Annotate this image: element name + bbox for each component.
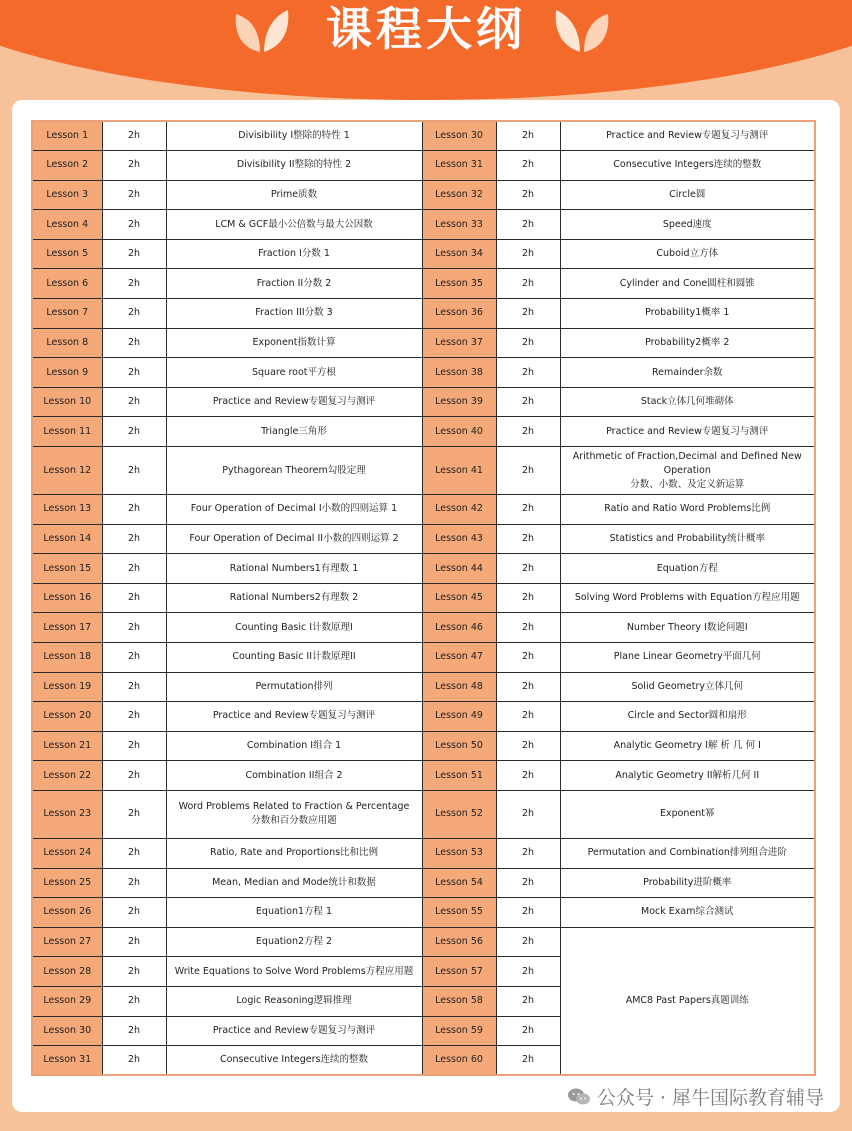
duration-cell: 2h <box>102 838 166 868</box>
topic-cell: Solid Geometry立体几何 <box>560 672 815 702</box>
table-row <box>32 358 815 388</box>
merged-topic-cell: AMC8 Past Papers真题训练 <box>560 927 815 1075</box>
duration-cell: 2h <box>102 447 166 495</box>
table-row <box>32 180 815 210</box>
topic-cell: Probability2概率 2 <box>560 328 815 358</box>
page-title: 课程大纲 <box>326 2 526 56</box>
lesson-number-cell: Lesson 46 <box>422 613 496 643</box>
duration-cell: 2h <box>102 731 166 761</box>
table-row <box>32 702 815 732</box>
topic-cell: Probability进阶概率 <box>560 868 815 898</box>
topic-cell: Combination I组合 1 <box>166 731 422 761</box>
duration-cell: 2h <box>102 524 166 554</box>
table-row <box>32 417 815 447</box>
topic-cell: Equation2方程 2 <box>166 927 422 957</box>
table-row <box>32 269 815 299</box>
table-row <box>32 583 815 613</box>
topic-cell: Mean, Median and Mode统计和数据 <box>166 868 422 898</box>
topic-cell: Practice and Review专题复习与测评 <box>166 1016 422 1046</box>
lesson-number-cell: Lesson 1 <box>32 121 102 151</box>
table-row <box>32 927 815 957</box>
duration-cell: 2h <box>102 387 166 417</box>
lesson-number-cell: Lesson 36 <box>422 299 496 329</box>
duration-cell: 2h <box>496 239 560 269</box>
topic-cell: Counting Basic II计数原理II <box>166 643 422 673</box>
duration-cell: 2h <box>496 495 560 525</box>
table-row <box>32 239 815 269</box>
leaf-icon <box>554 4 614 56</box>
lesson-number-cell: Lesson 12 <box>32 447 102 495</box>
table-row <box>32 554 815 584</box>
duration-cell: 2h <box>496 898 560 928</box>
lesson-number-cell: Lesson 53 <box>422 838 496 868</box>
topic-cell <box>166 790 422 838</box>
lesson-number-cell: Lesson 9 <box>32 358 102 388</box>
lesson-number-cell: Lesson 14 <box>32 524 102 554</box>
lesson-number-cell: Lesson 40 <box>422 417 496 447</box>
footer-watermark <box>567 1083 824 1110</box>
duration-cell: 2h <box>102 299 166 329</box>
lesson-number-cell: Lesson 37 <box>422 328 496 358</box>
topic-cell: Permutation and Combination排列组合进阶 <box>560 838 815 868</box>
topic-cell: Cuboid立方体 <box>560 239 815 269</box>
lesson-number-cell: Lesson 21 <box>32 731 102 761</box>
lesson-number-cell: Lesson 55 <box>422 898 496 928</box>
topic-cell: Circle and Sector圆和扇形 <box>560 702 815 732</box>
topic-cell: Counting Basic I计数原理I <box>166 613 422 643</box>
lesson-number-cell: Lesson 50 <box>422 731 496 761</box>
topic-cell: Circle圆 <box>560 180 815 210</box>
topic-cell: Cylinder and Cone圆柱和圆锥 <box>560 269 815 299</box>
lesson-number-cell: Lesson 60 <box>422 1046 496 1076</box>
duration-cell: 2h <box>102 1046 166 1076</box>
duration-cell: 2h <box>496 554 560 584</box>
lesson-number-cell: Lesson 41 <box>422 447 496 495</box>
table-row <box>32 328 815 358</box>
topic-cell: Practice and Review专题复习与测评 <box>560 121 815 151</box>
topic-cell: Analytic Geometry II解析几何 II <box>560 761 815 791</box>
topic-cell: Speed速度 <box>560 210 815 240</box>
lesson-number-cell: Lesson 39 <box>422 387 496 417</box>
topic-cell: Statistics and Probability统计概率 <box>560 524 815 554</box>
duration-cell: 2h <box>102 672 166 702</box>
lesson-number-cell: Lesson 30 <box>32 1016 102 1046</box>
duration-cell: 2h <box>496 210 560 240</box>
table-row <box>32 121 815 151</box>
lesson-number-cell: Lesson 29 <box>32 986 102 1016</box>
lesson-number-cell: Lesson 56 <box>422 927 496 957</box>
topic-line: Word Problems Related to Fraction & Percentage <box>178 801 410 813</box>
table-row <box>32 643 815 673</box>
course-outline-table <box>31 120 816 1076</box>
duration-cell: 2h <box>102 269 166 299</box>
duration-cell: 2h <box>102 358 166 388</box>
topic-cell: Permutation排列 <box>166 672 422 702</box>
duration-cell: 2h <box>496 672 560 702</box>
lesson-number-cell: Lesson 4 <box>32 210 102 240</box>
topic-cell: Exponent幂 <box>560 790 815 838</box>
topic-cell: Triangle三角形 <box>166 417 422 447</box>
duration-cell: 2h <box>496 328 560 358</box>
duration-cell: 2h <box>496 957 560 987</box>
duration-cell: 2h <box>496 447 560 495</box>
topic-cell: Write Equations to Solve Word Problems方程应用题 <box>166 957 422 987</box>
topic-cell: Rational Numbers1有理数 1 <box>166 554 422 584</box>
topic-line-cn: 分数和百分数应用题 <box>251 815 337 827</box>
duration-cell: 2h <box>102 180 166 210</box>
topic-line: Arithmetic of Fraction,Decimal and Defined New Operation <box>572 450 802 476</box>
lesson-number-cell: Lesson 27 <box>32 927 102 957</box>
duration-cell: 2h <box>496 151 560 181</box>
duration-cell: 2h <box>102 1016 166 1046</box>
table-row <box>32 387 815 417</box>
wechat-icon <box>567 1087 591 1107</box>
duration-cell: 2h <box>496 387 560 417</box>
lesson-number-cell: Lesson 32 <box>422 180 496 210</box>
topic-cell: Remainder余数 <box>560 358 815 388</box>
lesson-number-cell: Lesson 19 <box>32 672 102 702</box>
topic-cell: Prime质数 <box>166 180 422 210</box>
topic-cell: LCM & GCF最小公倍数与最大公因数 <box>166 210 422 240</box>
duration-cell: 2h <box>496 702 560 732</box>
lesson-number-cell: Lesson 43 <box>422 524 496 554</box>
lesson-number-cell: Lesson 24 <box>32 838 102 868</box>
lesson-number-cell: Lesson 5 <box>32 239 102 269</box>
lesson-number-cell: Lesson 38 <box>422 358 496 388</box>
topic-cell: Mock Exam综合测试 <box>560 898 815 928</box>
lesson-number-cell: Lesson 33 <box>422 210 496 240</box>
topic-cell: Solving Word Problems with Equation方程应用题 <box>560 583 815 613</box>
topic-cell: Equation1方程 1 <box>166 898 422 928</box>
table-row <box>32 761 815 791</box>
duration-cell: 2h <box>102 151 166 181</box>
table-row <box>32 447 815 495</box>
topic-cell: Four Operation of Decimal I小数的四则运算 1 <box>166 495 422 525</box>
topic-cell: Stack立体几何堆砌体 <box>560 387 815 417</box>
duration-cell: 2h <box>102 328 166 358</box>
lesson-number-cell: Lesson 45 <box>422 583 496 613</box>
duration-cell: 2h <box>102 583 166 613</box>
topic-cell <box>560 447 815 495</box>
lesson-number-cell: Lesson 18 <box>32 643 102 673</box>
lesson-number-cell: Lesson 58 <box>422 986 496 1016</box>
topic-cell: Combination II组合 2 <box>166 761 422 791</box>
lesson-number-cell: Lesson 51 <box>422 761 496 791</box>
topic-cell: Equation方程 <box>560 554 815 584</box>
topic-cell: Fraction III分数 3 <box>166 299 422 329</box>
topic-cell: Logic Reasoning逻辑推理 <box>166 986 422 1016</box>
duration-cell: 2h <box>102 927 166 957</box>
lesson-number-cell: Lesson 16 <box>32 583 102 613</box>
lesson-number-cell: Lesson 59 <box>422 1016 496 1046</box>
lesson-number-cell: Lesson 44 <box>422 554 496 584</box>
table-row <box>32 790 815 838</box>
topic-cell: Practice and Review专题复习与测评 <box>166 702 422 732</box>
duration-cell: 2h <box>496 643 560 673</box>
table-row <box>32 524 815 554</box>
lesson-number-cell: Lesson 6 <box>32 269 102 299</box>
duration-cell: 2h <box>496 1016 560 1046</box>
duration-cell: 2h <box>496 180 560 210</box>
duration-cell: 2h <box>496 731 560 761</box>
duration-cell: 2h <box>102 554 166 584</box>
topic-cell: Pythagorean Theorem勾股定理 <box>166 447 422 495</box>
lesson-number-cell: Lesson 20 <box>32 702 102 732</box>
topic-cell: Divisibility II整除的特性 2 <box>166 151 422 181</box>
footer-text: 公众号 · 犀牛国际教育辅导 <box>596 1087 824 1109</box>
topic-cell: Fraction I分数 1 <box>166 239 422 269</box>
topic-cell: Consecutive Integers连续的整数 <box>560 151 815 181</box>
topic-cell: Rational Numbers2有理数 2 <box>166 583 422 613</box>
table-row <box>32 731 815 761</box>
lesson-number-cell: Lesson 7 <box>32 299 102 329</box>
duration-cell: 2h <box>102 957 166 987</box>
lesson-number-cell: Lesson 26 <box>32 898 102 928</box>
lesson-number-cell: Lesson 23 <box>32 790 102 838</box>
lesson-number-cell: Lesson 35 <box>422 269 496 299</box>
topic-cell: Ratio and Ratio Word Problems比例 <box>560 495 815 525</box>
duration-cell: 2h <box>102 761 166 791</box>
duration-cell: 2h <box>496 121 560 151</box>
duration-cell: 2h <box>496 790 560 838</box>
lesson-number-cell: Lesson 25 <box>32 868 102 898</box>
table-row <box>32 838 815 868</box>
lesson-number-cell: Lesson 31 <box>422 151 496 181</box>
lesson-number-cell: Lesson 49 <box>422 702 496 732</box>
lesson-number-cell: Lesson 10 <box>32 387 102 417</box>
duration-cell: 2h <box>102 643 166 673</box>
topic-cell: Exponent指数计算 <box>166 328 422 358</box>
lesson-number-cell: Lesson 54 <box>422 868 496 898</box>
duration-cell: 2h <box>496 613 560 643</box>
lesson-number-cell: Lesson 34 <box>422 239 496 269</box>
topic-cell: Practice and Review专题复习与测评 <box>166 387 422 417</box>
duration-cell: 2h <box>102 210 166 240</box>
topic-cell: Four Operation of Decimal II小数的四则运算 2 <box>166 524 422 554</box>
lesson-number-cell: Lesson 30 <box>422 121 496 151</box>
lesson-number-cell: Lesson 42 <box>422 495 496 525</box>
duration-cell: 2h <box>102 239 166 269</box>
topic-cell: Consecutive Integers连续的整数 <box>166 1046 422 1076</box>
lesson-number-cell: Lesson 13 <box>32 495 102 525</box>
lesson-number-cell: Lesson 48 <box>422 672 496 702</box>
topic-cell: Analytic Geometry I解 析 几 何 I <box>560 731 815 761</box>
duration-cell: 2h <box>496 299 560 329</box>
duration-cell: 2h <box>102 986 166 1016</box>
duration-cell: 2h <box>102 898 166 928</box>
duration-cell: 2h <box>496 269 560 299</box>
table-row <box>32 151 815 181</box>
lesson-number-cell: Lesson 8 <box>32 328 102 358</box>
topic-cell: Number Theory I数论问题I <box>560 613 815 643</box>
duration-cell: 2h <box>102 121 166 151</box>
table-row <box>32 868 815 898</box>
duration-cell: 2h <box>102 790 166 838</box>
table-row <box>32 495 815 525</box>
topic-cell: Practice and Review专题复习与测评 <box>560 417 815 447</box>
topic-line-cn: 分数、小数、及定义新运算 <box>630 478 745 490</box>
topic-cell: Probability1概率 1 <box>560 299 815 329</box>
duration-cell: 2h <box>496 1046 560 1076</box>
duration-cell: 2h <box>496 927 560 957</box>
topic-cell: Divisibility I整除的特性 1 <box>166 121 422 151</box>
duration-cell: 2h <box>496 868 560 898</box>
duration-cell: 2h <box>102 495 166 525</box>
topic-cell: Plane Linear Geometry平面几何 <box>560 643 815 673</box>
duration-cell: 2h <box>496 417 560 447</box>
duration-cell: 2h <box>496 358 560 388</box>
table-row <box>32 613 815 643</box>
duration-cell: 2h <box>496 583 560 613</box>
lesson-number-cell: Lesson 11 <box>32 417 102 447</box>
duration-cell: 2h <box>102 417 166 447</box>
lesson-number-cell: Lesson 17 <box>32 613 102 643</box>
topic-cell: Square root平方根 <box>166 358 422 388</box>
lesson-number-cell: Lesson 57 <box>422 957 496 987</box>
lesson-number-cell: Lesson 52 <box>422 790 496 838</box>
duration-cell: 2h <box>102 613 166 643</box>
topic-cell: Fraction II分数 2 <box>166 269 422 299</box>
lesson-number-cell: Lesson 47 <box>422 643 496 673</box>
duration-cell: 2h <box>102 868 166 898</box>
duration-cell: 2h <box>496 838 560 868</box>
lesson-number-cell: Lesson 22 <box>32 761 102 791</box>
duration-cell: 2h <box>496 524 560 554</box>
topic-cell: Ratio, Rate and Proportions比和比例 <box>166 838 422 868</box>
table-row <box>32 898 815 928</box>
lesson-number-cell: Lesson 15 <box>32 554 102 584</box>
lesson-number-cell: Lesson 31 <box>32 1046 102 1076</box>
lesson-number-cell: Lesson 2 <box>32 151 102 181</box>
lesson-number-cell: Lesson 3 <box>32 180 102 210</box>
duration-cell: 2h <box>102 702 166 732</box>
table-row <box>32 299 815 329</box>
duration-cell: 2h <box>496 761 560 791</box>
table-row <box>32 210 815 240</box>
duration-cell: 2h <box>496 986 560 1016</box>
table-row <box>32 672 815 702</box>
lesson-number-cell: Lesson 28 <box>32 957 102 987</box>
